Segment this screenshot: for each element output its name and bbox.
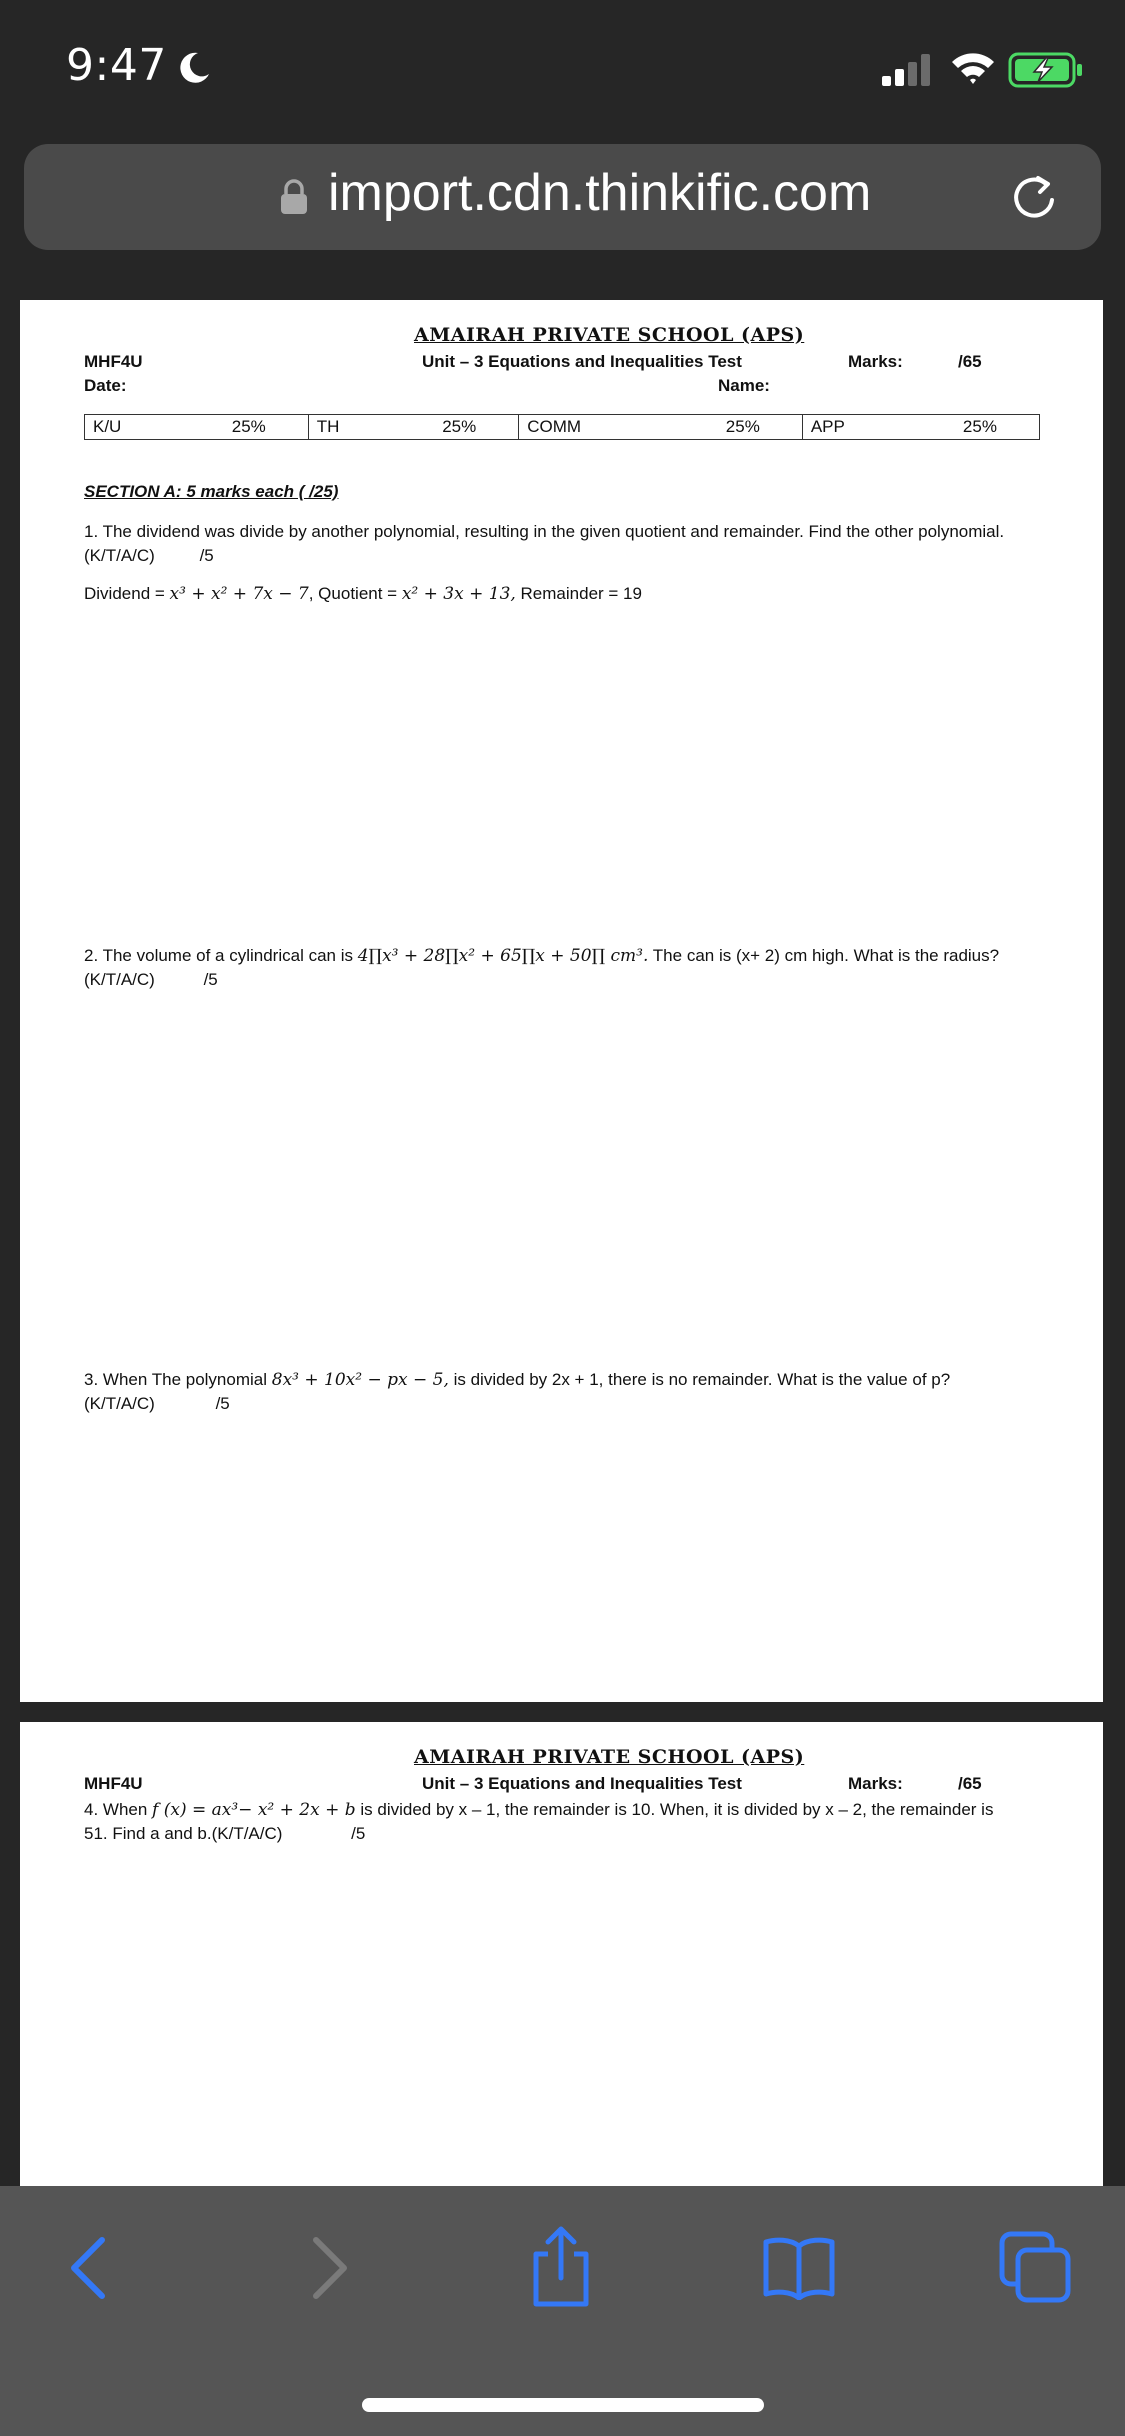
home-indicator[interactable] [362,2398,764,2412]
rubric-label: TH [308,415,400,440]
q2-marks: /5 [203,970,218,989]
q1-quotient-label: , Quotient = [308,584,398,603]
q2-expr: 4∏x³ + 28∏x² + 65∏x + 50∏ cm³. [357,946,649,966]
q4-expr: f (x) = ax³− x² + 2x + b [152,1800,356,1820]
q3-tag: (K/T/A/C) [84,1394,155,1413]
q3-marks: /5 [215,1394,230,1413]
school-name: AMAIRAH PRIVATE SCHOOL (APS) [414,324,805,346]
test-title: Unit – 3 Equations and Inequalities Test [422,352,742,371]
rubric-label: K/U [85,415,190,440]
reload-icon[interactable] [1008,172,1060,224]
marks-label: Marks: [848,352,903,371]
q3-expr: 8x³ + 10x² − px − 5, [271,1370,449,1390]
school-name: AMAIRAH PRIVATE SCHOOL (APS) [414,1746,805,1768]
marks-total: /65 [958,1774,982,1793]
rubric-percent: 25% [190,415,309,440]
date-label: Date: [84,376,127,395]
status-time: 9:47 [66,40,167,91]
q1-dividend-line [84,584,642,604]
q3-pre: 3. When The polynomial [84,1370,268,1389]
do-not-disturb-moon-icon [176,50,212,86]
q2-tag: (K/T/A/C) [84,970,155,989]
rubric-label: COMM [519,415,684,440]
wifi-icon [950,50,996,86]
question-1 [84,520,1064,568]
q4-line2: 51. Find a and b.(K/T/A/C) [84,1824,283,1843]
q4-marks: /5 [351,1824,366,1843]
q4-pre: 4. When [84,1800,148,1819]
course-code: MHF4U [84,352,143,371]
question-2 [84,944,1064,992]
q3-post: is divided by 2x + 1, there is no remainder. What is the value of p? [453,1370,951,1389]
q1-dividend-expr: x³ + x² + 7x − 7 [169,584,309,604]
q1-dividend-label: Dividend = [84,584,165,603]
question-4 [84,1798,1064,1846]
back-icon[interactable] [66,2236,110,2300]
section-a-title: SECTION A: 5 marks each ( /25) [84,482,339,501]
document-page-2 [20,1722,1103,2192]
course-code: MHF4U [84,1774,143,1793]
marks-label: Marks: [848,1774,903,1793]
q1-remainder: Remainder = 19 [520,584,642,603]
rubric-label: APP [802,415,921,440]
q1-text: 1. The dividend was divide by another polynomial, resulting in the given quotient and remainder. Find the other polynomial. (K/T/A/C) [84,522,1005,565]
rubric-percent: 25% [684,415,803,440]
cellular-signal-icon [880,52,934,88]
url-text[interactable]: import.cdn.thinkific.com [328,164,872,222]
rubric-percent: 25% [400,415,519,440]
rubric-percent: 25% [921,415,1040,440]
q4-post: is divided by x – 1, the remainder is 10. When, it is divided by x – 2, the remainder is [360,1800,994,1819]
forward-icon[interactable] [308,2236,352,2300]
document-page-1 [20,300,1103,1702]
battery-charging-icon [1008,50,1084,90]
rubric-table [84,414,1040,440]
test-title: Unit – 3 Equations and Inequalities Test [422,1774,742,1793]
marks-total: /65 [958,352,982,371]
lock-icon [279,178,309,216]
q1-marks: /5 [199,546,214,565]
q2-post: The can is (x+ 2) cm high. What is the radius? [652,946,1000,965]
question-3 [84,1368,1064,1416]
tabs-icon[interactable] [998,2230,1072,2304]
q1-quotient-expr: x² + 3x + 13, [401,584,516,604]
bookmarks-icon[interactable] [762,2234,836,2300]
q2-pre: 2. The volume of a cylindrical can is [84,946,353,965]
share-icon[interactable] [528,2224,594,2308]
name-label: Name: [718,376,770,395]
